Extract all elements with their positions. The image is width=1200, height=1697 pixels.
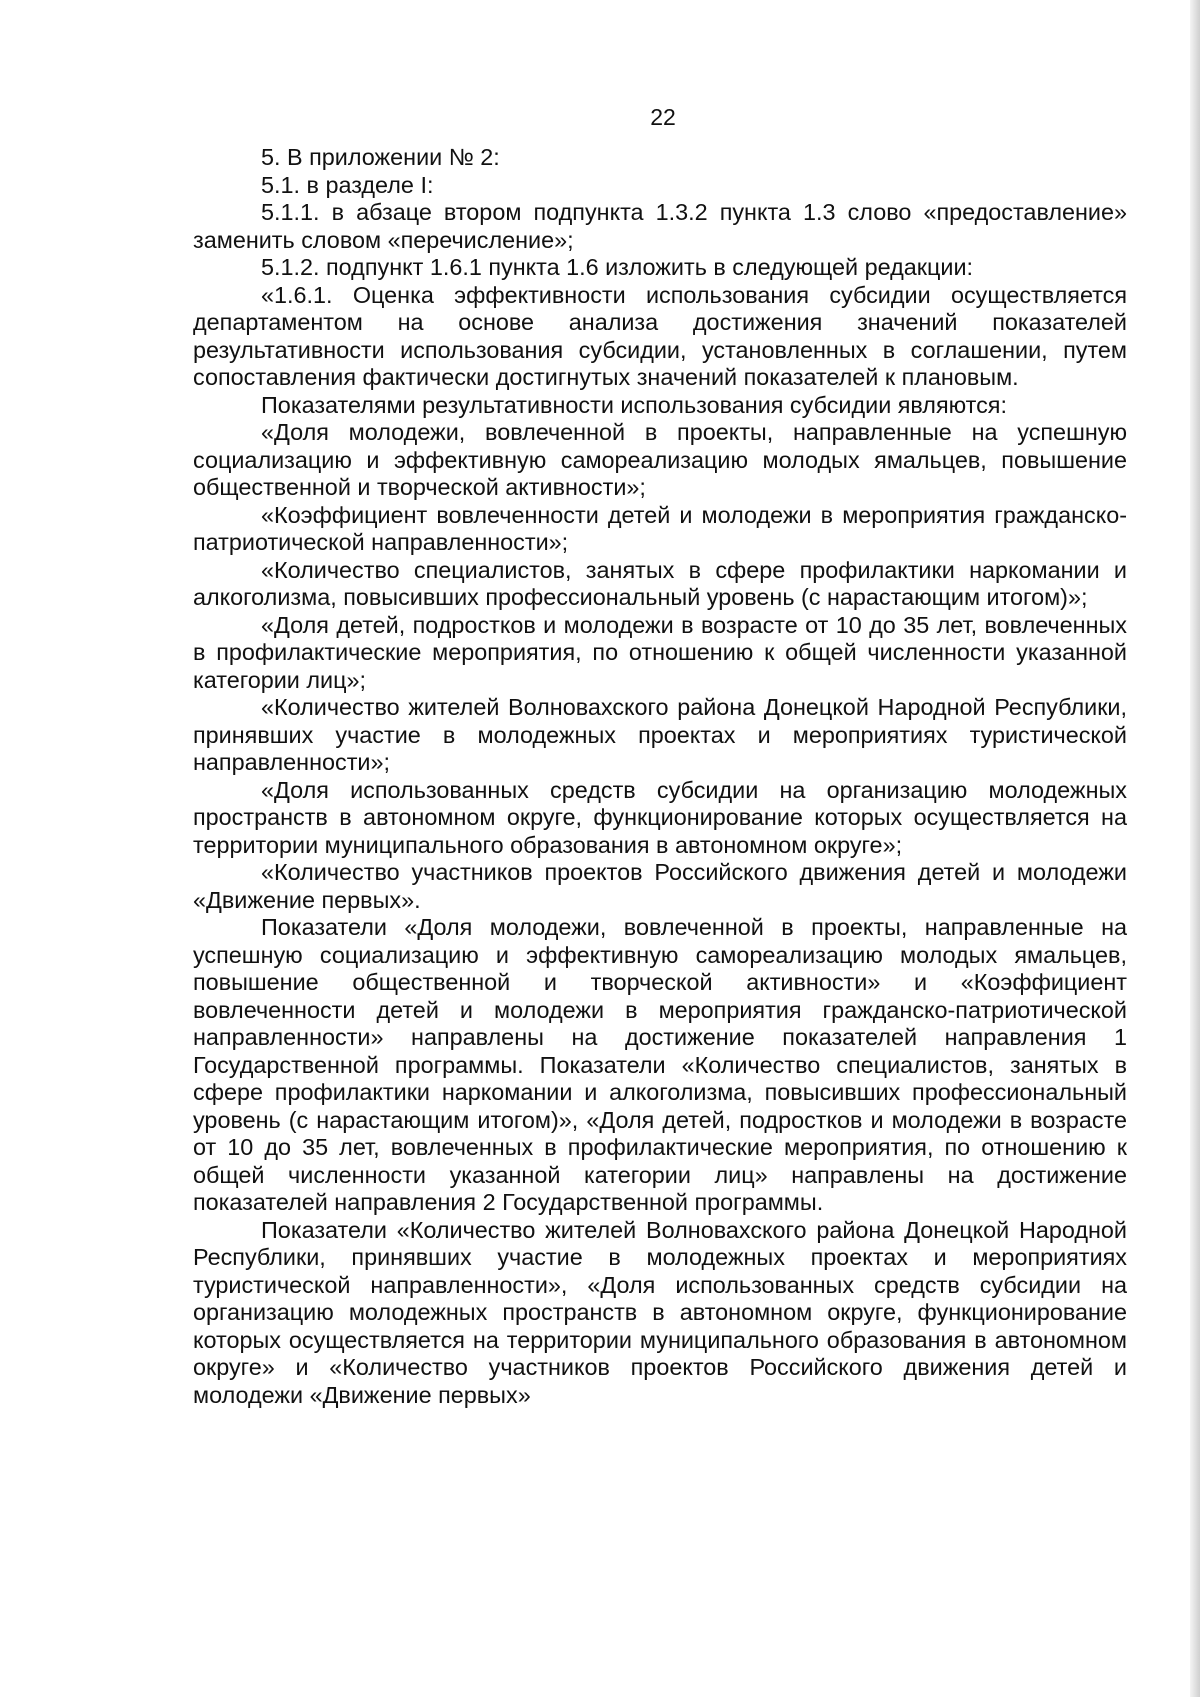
paragraph-item-5-heading: 5. В приложении № 2: <box>261 144 500 170</box>
indicator-volnovakha-residents: «Количество жителей Волновахского района Донецкой Народной Республики, принявших участие в молодежных проектах и мероприятиях туристической направленности»; <box>193 694 1127 775</box>
document-body <box>193 144 1127 1409</box>
paragraph-item-5-1-2: 5.1.2. подпункт 1.6.1 пункта 1.6 изложить в следующей редакции: <box>261 254 974 280</box>
paragraph-item-5-1-1: 5.1.1. в абзаце втором подпункта 1.3.2 пункта 1.3 слово «предоставление» заменить словом «перечисление»; <box>193 199 1127 253</box>
indicator-movement-first-participants: «Количество участников проектов Российского движения детей и молодежи «Движение первых». <box>193 859 1127 913</box>
paragraph-last-indicators: Показатели «Количество жителей Волновахского района Донецкой Народной Республики, принявших участие в молодежных проектах и мероприятиях туристической направленности», «Доля использованных средств субсидии на организацию молодежных пространств в автономном округе, функционирование которых осуществляется на территории муниципального образования в автономном округе» и «Количество участников проектов Российского движения детей и молодежи «Движение первых» <box>193 1216 1127 1408</box>
indicator-prevention-share: «Доля детей, подростков и молодежи в возрасте от 10 до 35 лет, вовлеченных в профилактические мероприятия, по отношению к общей численности указанной категории лиц»; <box>193 611 1127 693</box>
indicator-youth-spaces-funds: «Доля использованных средств субсидии на организацию молодежных пространств в автономном округе, функционирование которых осуществляется на территории муниципального образования в автономном округе»; <box>193 776 1127 858</box>
paragraph-indicators-intro: Показателями результативности использования субсидии являются: <box>261 391 1007 418</box>
indicator-youth-share: «Доля молодежи, вовлеченной в проекты, направленные на успешную социализацию и эффективную самореализацию молодых ямальцев, повышение общественной и творческой активности»; <box>193 419 1127 500</box>
paragraph-direction-1-2: Показатели «Доля молодежи, вовлеченной в проекты, направленные на успешную социализацию и эффективную самореализацию молодых ямальцев, повышение общественной и творческой активности» и «Коэффициент вовлеченности детей и молодежи в мероприятия гражданско-патриотической направленности» направлены на достижение показателей направления 1 Государственной программы. Показатели «Количество специалистов, занятых в сфере профилактики наркомании и алкоголизма, повысивших профессиональный уровень (с нарастающим итогом)», «Доля детей, подростков и молодежи в возрасте от 10 до 35 лет, вовлеченных в профилактические мероприятия, по отношению к общей численности указанной категории лиц» направлены на достижение показателей направления 2 Государственной программы. <box>193 914 1127 1215</box>
indicator-prevention-specialists: «Количество специалистов, занятых в сфере профилактики наркомании и алкоголизма, повысивших профессиональный уровень (с нарастающим итогом)»; <box>193 556 1127 610</box>
indicator-patriotic-coefficient: «Коэффициент вовлеченности детей и молодежи в мероприятия гражданско-патриотической направленности»; <box>193 501 1127 555</box>
page-number: 22 <box>650 104 676 130</box>
scan-edge-shadow <box>1190 0 1200 1697</box>
paragraph-1-6-1-text: «1.6.1. Оценка эффективности использования субсидии осуществляется департаментом на основе анализа достижения значений показателей результативности использования субсидии, установленных в соглашении, путем сопоставления фактически достигнутых значений показателей к плановым. <box>193 281 1127 390</box>
paragraph-item-5-1: 5.1. в разделе I: <box>261 171 434 198</box>
